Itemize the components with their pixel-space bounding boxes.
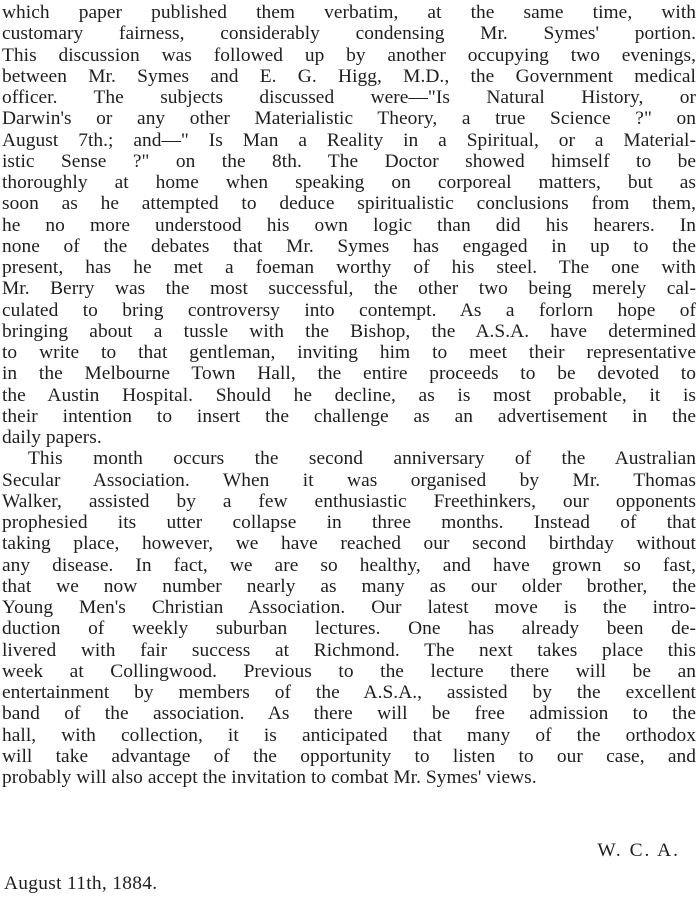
text-line: istic Sense ?" on the 8th. The Doctor showed himself to be (2, 150, 696, 172)
text-line: taking place, however, we have reached our second birthday without (2, 533, 696, 555)
text-line: officer. The subjects discussed were—"Is Natural History, or (2, 87, 696, 108)
dateline: August 11th, 1884. (4, 873, 158, 894)
text-line: any disease. In fact, we are so healthy, and have grown so fast, (2, 554, 696, 576)
paragraph-anniversary (2, 448, 696, 788)
text-line: between Mr. Symes and E. G. Higg, M.D., the Government medical (2, 65, 696, 87)
text-line: thoroughly at home when speaking on corporeal matters, but as (2, 172, 696, 193)
text-line: Secular Association. When it was organised by Mr. Thomas (2, 469, 696, 491)
text-line: hall, with collection, it is anticipated that many of the orthodox (2, 724, 696, 746)
text-line: will take advantage of the opportunity to listen to our case, and (2, 745, 696, 767)
text-line: present, has he met a foeman worthy of his steel. The one with (2, 257, 696, 278)
text-line: Walker, assisted by a few enthusiastic Freethinkers, our opponents (2, 490, 696, 512)
text-line: This discussion was followed up by another occupying two evenings, (2, 44, 696, 66)
text-line: Young Men's Christian Association. Our latest move is the intro- (2, 597, 696, 618)
text-line: livered with fair success at Richmond. The next takes place this (2, 639, 696, 661)
text-line: daily papers. (2, 427, 102, 448)
text-line: culated to bring controversy into contempt. As a forlorn hope of (2, 299, 696, 321)
text-line: their intention to insert the challenge as an advertisement in the (2, 405, 696, 427)
text-line: to write to that gentleman, inviting him to meet their representative (2, 342, 696, 363)
text-line: soon as he attempted to deduce spiritualistic conclusions from them, (2, 193, 696, 215)
article-body (2, 2, 696, 788)
text-line: week at Collingwood. Previous to the lecture there will be an (2, 660, 696, 682)
author-signature: W. C. A. (597, 840, 680, 861)
text-line: Darwin's or any other Materialistic Theory, a true Science ?" on (2, 108, 696, 130)
text-line: duction of weekly suburban lectures. One has already been de- (2, 618, 696, 640)
text-line: that we now number nearly as many as our older brother, the (2, 575, 696, 597)
text-line: Mr. Berry was the most successful, the other two being merely cal- (2, 278, 696, 300)
text-line: entertainment by members of the A.S.A., assisted by the excellent (2, 682, 696, 703)
text-line: This month occurs the second anniversary of the Australian (28, 448, 696, 470)
text-line: the Austin Hospital. Should he decline, as is most probable, it is (2, 384, 696, 406)
text-line: August 7th.; and—" Is Man a Reality in a Spiritual, or a Material- (2, 129, 696, 151)
text-line: customary fairness, considerably condensing Mr. Symes' portion. (2, 23, 696, 45)
text-line: in the Melbourne Town Hall, the entire proceeds to be devoted to (2, 363, 696, 385)
text-line: which paper published them verbatim, at the same time, with (2, 2, 696, 23)
text-line: prophesied its utter collapse in three months. Instead of that (2, 512, 696, 533)
text-line: band of the association. As there will be free admission to the (2, 703, 696, 725)
text-line: none of the debates that Mr. Symes has engaged in up to the (2, 235, 696, 257)
text-line: bringing about a tussle with the Bishop, the A.S.A. have determined (2, 320, 696, 342)
text-line: he no more understood his own logic than did his hearers. In (2, 214, 696, 236)
text-line: probably will also accept the invitation to combat Mr. Symes' views. (2, 767, 537, 788)
paragraph-debates (2, 2, 696, 448)
